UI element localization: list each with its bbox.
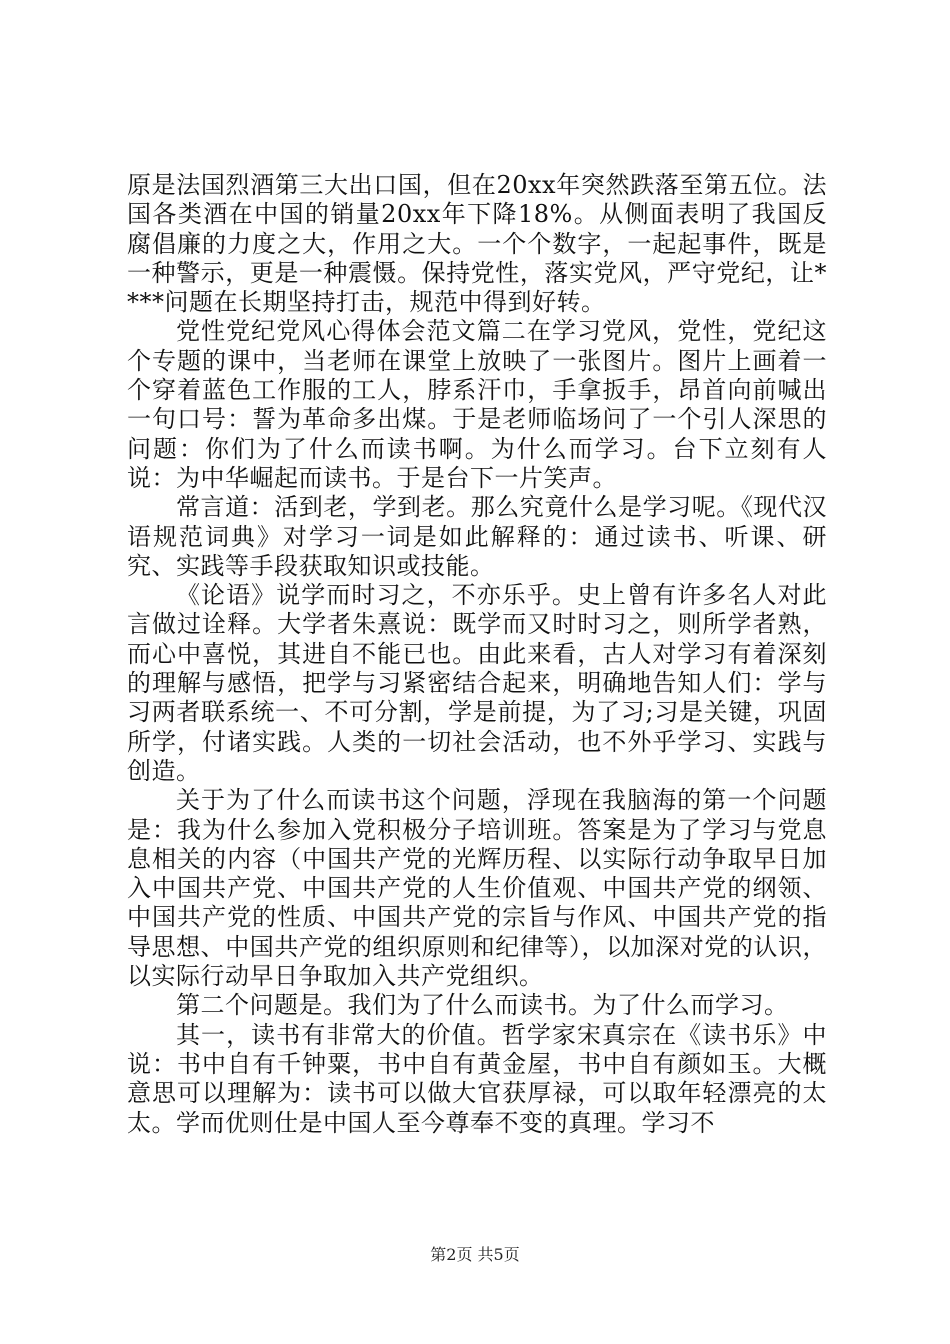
paragraph-3: 常言道：活到老，学到老。那么究竟什么是学习呢。《现代汉语规范词典》对学习一词是如此解释的：通过读书、听课、研究、实践等手段获取知识或技能。 xyxy=(127,493,827,580)
paragraph-4: 《论语》说学而时习之，不亦乐乎。史上曾有许多名人对此言做过诠释。大学者朱熹说：既学而又时时习之，则所学者熟，而心中喜悦，其进自不能已也。由此来看，古人对学习有着深刻的理解与感悟，把学与习紧密结合起来，明确地告知人们：学与习两者联系统一、不可分割，学是前提，为了习;习是关键，巩固所学，付诸实践。人类的一切社会活动，也不外乎学习、实践与创造。 xyxy=(127,581,827,785)
paragraph-6: 第二个问题是。我们为了什么而读书。为了什么而学习。 xyxy=(176,991,789,1020)
paragraph-1: 原是法国烈酒第三大出口国，但在20xx年突然跌落至第五位。法国各类酒在中国的销量20xx年下降18%。从侧面表明了我国反腐倡廉的力度之大，作用之大。一个个数字，一起起事件，既是一种警示，更是一种震慑。保持党性，落实党风，严守党纪，让****问题在长期坚持打击，规范中得到好转。 xyxy=(127,171,827,317)
paragraph-2: 党性党纪党风心得体会范文篇二在学习党风，党性，党纪这个专题的课中，当老师在课堂上放映了一张图片。图片上画着一个穿着蓝色工作服的工人，脖系汗巾，手拿扳手，昂首向前喊出一句口号：誓为革命多出煤。于是老师临场问了一个引人深思的问题：你们为了什么而读书啊。为什么而学习。台下立刻有人说：为中华崛起而读书。于是台下一片笑声。 xyxy=(127,317,827,492)
paragraph-7: 其一，读书有非常大的价值。哲学家宋真宗在《读书乐》中说：书中自有千钟粟，书中自有黄金屋，书中自有颜如玉。大概意思可以理解为：读书可以做大官获厚禄，可以取年轻漂亮的太太。学而优则仕是中国人至今尊奉不变的真理。学习不 xyxy=(127,1020,827,1137)
document-body xyxy=(127,171,827,1138)
paragraph-5: 关于为了什么而读书这个问题，浮现在我脑海的第一个问题是：我为什么参加入党积极分子培训班。答案是为了学习与党息息相关的内容（中国共产党的光辉历程、以实际行动争取早日加入中国共产党、中国共产党的人生价值观、中国共产党的纲领、中国共产党的性质、中国共产党的宗旨与作风、中国共产党的指导思想、中国共产党的组织原则和纪律等），以加深对党的认识，以实际行动早日争取加入共产党组织。 xyxy=(127,786,827,991)
page-number-label: 第2页 共5页 xyxy=(430,1245,520,1264)
page-footer xyxy=(0,1245,950,1265)
